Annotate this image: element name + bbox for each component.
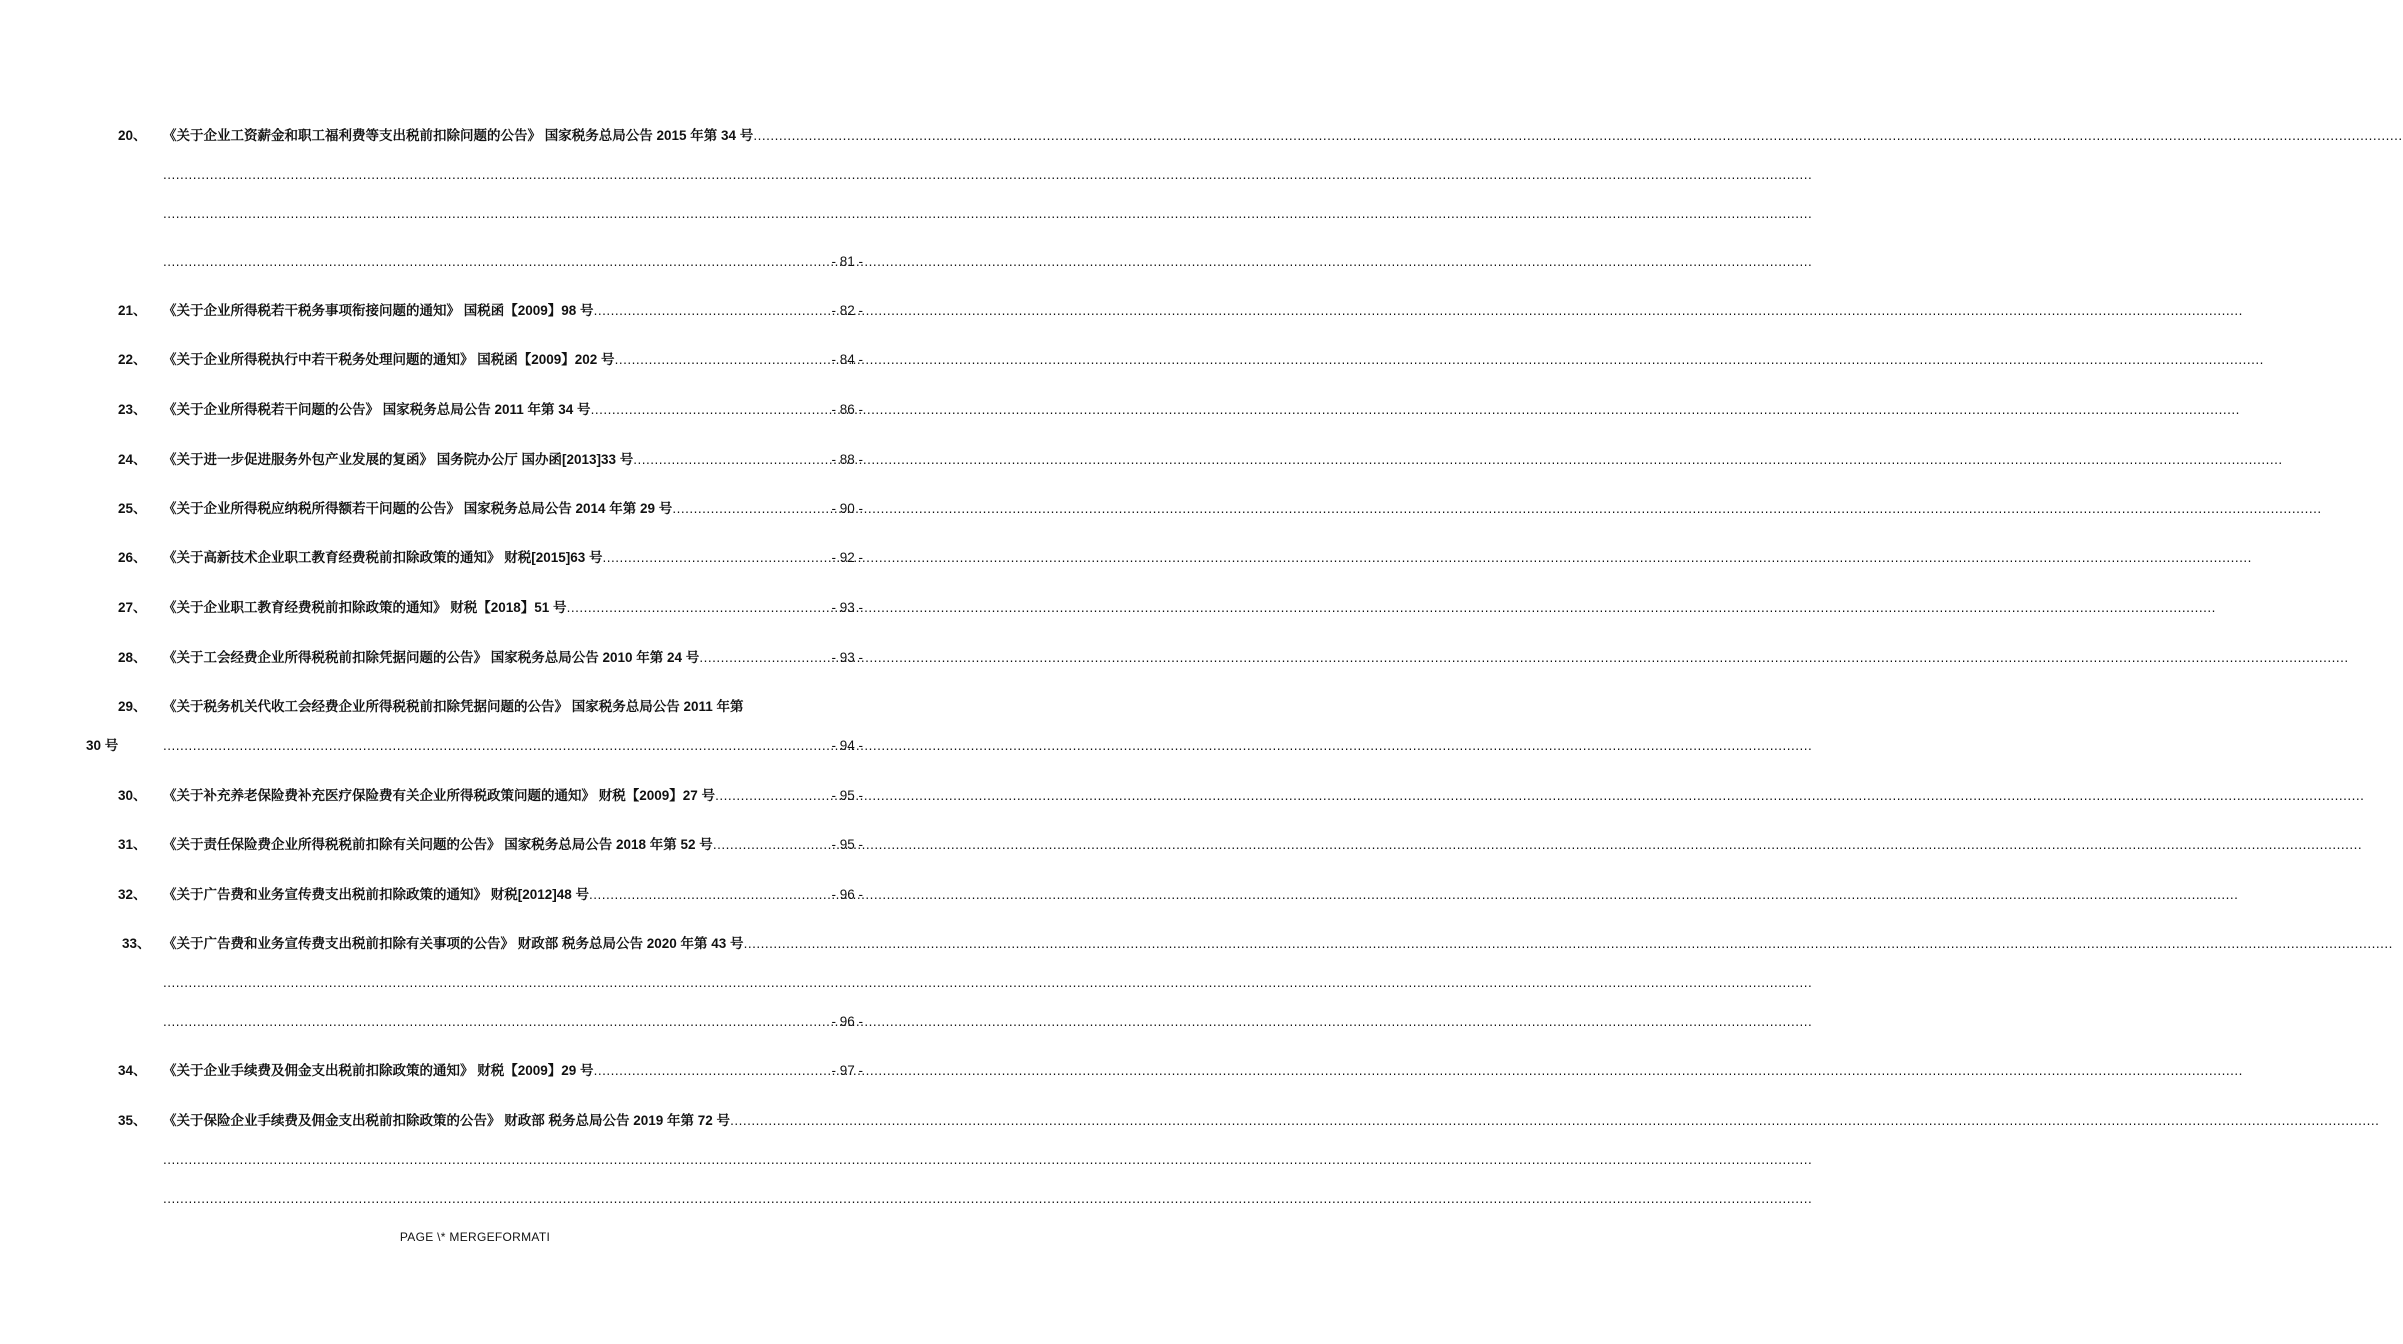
toc-entry-30[interactable] (0, 786, 950, 806)
toc-title: 《关于工会经费企业所得税税前扣除凭据问题的公告》 国家税务总局公告 2010 年第 24 号 (163, 650, 700, 665)
toc-number: 23、 (118, 402, 147, 417)
toc-title: 《关于进一步促进服务外包产业发展的复函》 国务院办公厅 国办函[2013]33 号 (163, 452, 634, 467)
toc-leader-line (0, 252, 950, 272)
toc-page-number: - 94 - (831, 738, 863, 753)
dot-leader (163, 736, 829, 756)
toc-title: 《关于企业所得税执行中若干税务处理问题的通知》 国税函【2009】202 号 (163, 352, 615, 367)
toc-number: 27、 (118, 600, 147, 615)
toc-title: 《关于企业职工教育经费税前扣除政策的通知》 财税【2018】51 号 (163, 600, 567, 615)
toc-number: 29、 (118, 699, 147, 714)
dot-leader (163, 1150, 863, 1170)
toc-page-number: - 84 - (831, 352, 863, 367)
toc-page-number: - 81 - (831, 254, 863, 269)
dot-leader (594, 1061, 830, 1081)
toc-number: 20、 (118, 128, 147, 143)
toc-page-number: - 90 - (831, 501, 863, 516)
toc-page-number: - 86 - (831, 402, 863, 417)
dot-leader (672, 499, 829, 519)
toc-entry-35[interactable] (0, 1111, 950, 1131)
toc-entry-28[interactable] (0, 648, 950, 668)
toc-entry-29-continued[interactable] (0, 736, 950, 756)
toc-entry-23[interactable] (0, 400, 950, 420)
toc-title: 《关于广告费和业务宣传费支出税前扣除政策的通知》 财税[2012]48 号 (163, 887, 590, 902)
toc-leader-line (0, 165, 950, 185)
toc-number: 32、 (118, 887, 147, 902)
toc-title: 《关于广告费和业务宣传费支出税前扣除有关事项的公告》 财政部 税务总局公告 2020 年第 43 号 (163, 936, 744, 951)
toc-title: 《关于补充养老保险费补充医疗保险费有关企业所得税政策问题的通知》 财税【2009】27 号 (163, 788, 716, 803)
dot-leader (163, 1012, 829, 1032)
dot-leader (567, 598, 830, 618)
toc-title: 《关于税务机关代收工会经费企业所得税税前扣除凭据问题的公告》 国家税务总局公告 2011 年第 (163, 699, 744, 714)
toc-leader-line (0, 973, 950, 993)
toc-leader-line (0, 1189, 950, 1209)
toc-number: 21、 (118, 303, 147, 318)
toc-entry-32[interactable] (0, 885, 950, 905)
toc-page-number: - 95 - (831, 788, 863, 803)
dot-leader (591, 400, 830, 420)
toc-number: 33、 (122, 936, 151, 951)
toc-leader-line (0, 1150, 950, 1170)
dot-leader (163, 973, 863, 993)
toc-entry-21[interactable] (0, 301, 950, 321)
toc-page-number: - 93 - (831, 650, 863, 665)
dot-leader (594, 301, 830, 321)
dot-leader (163, 252, 829, 272)
toc-number: 24、 (118, 452, 147, 467)
toc-title: 《关于企业工资薪金和职工福利费等支出税前扣除问题的公告》 国家税务总局公告 2015 年第 34 号 (163, 128, 754, 143)
dot-leader (163, 165, 863, 185)
toc-title: 《关于高新技术企业职工教育经费税前扣除政策的通知》 财税[2015]63 号 (163, 550, 603, 565)
dot-leader (730, 1111, 863, 1131)
toc-entry-25[interactable] (0, 499, 950, 519)
toc-entry-27[interactable] (0, 598, 950, 618)
toc-entry-20[interactable] (0, 126, 950, 146)
toc-number: 31、 (118, 837, 147, 852)
dot-leader (744, 934, 863, 954)
dot-leader (633, 450, 829, 470)
toc-title: 《关于责任保险费企业所得税税前扣除有关问题的公告》 国家税务总局公告 2018 年第 52 号 (163, 837, 713, 852)
toc-title: 《关于企业手续费及佣金支出税前扣除政策的通知》 财税【2009】29 号 (163, 1063, 594, 1078)
toc-entry-34[interactable] (0, 1061, 950, 1081)
toc-page-number: - 92 - (831, 550, 863, 565)
toc-page-number: - 96 - (831, 887, 863, 902)
dot-leader (603, 548, 830, 568)
toc-page-number: - 88 - (831, 452, 863, 467)
toc-page-number: - 96 - (831, 1014, 863, 1029)
toc-entry-24[interactable] (0, 450, 950, 470)
toc-title: 《关于企业所得税应纳税所得额若干问题的公告》 国家税务总局公告 2014 年第 29 号 (163, 501, 673, 516)
dot-leader (715, 786, 829, 806)
dot-leader (163, 204, 863, 224)
toc-number: 25、 (118, 501, 147, 516)
toc-entry-22[interactable] (0, 350, 950, 370)
toc-page-number: - 95 - (831, 837, 863, 852)
toc-number: 22、 (118, 352, 147, 367)
toc-title-continued: 30 号 (86, 738, 119, 753)
toc-leader-line (0, 204, 950, 224)
toc-entry-31[interactable] (0, 835, 950, 855)
dot-leader (615, 350, 830, 370)
toc-entry-29[interactable] (0, 697, 950, 717)
toc-number: 30、 (118, 788, 147, 803)
toc-title: 《关于企业所得税若干税务事项衔接问题的通知》 国税函【2009】98 号 (163, 303, 594, 318)
toc-page-number: - 97 - (831, 1063, 863, 1078)
toc-title: 《关于企业所得税若干问题的公告》 国家税务总局公告 2011 年第 34 号 (163, 402, 591, 417)
toc-leader-line (0, 1012, 950, 1032)
toc-number: 34、 (118, 1063, 147, 1078)
toc-number: 26、 (118, 550, 147, 565)
toc-title: 《关于保险企业手续费及佣金支出税前扣除政策的公告》 财政部 税务总局公告 2019 年第 72 号 (163, 1113, 731, 1128)
toc-entry-26[interactable] (0, 548, 950, 568)
page-footer-field-code: PAGE \* MERGEFORMATI (399, 1230, 551, 1244)
toc-number: 35、 (118, 1113, 147, 1128)
toc-entry-33[interactable] (0, 934, 950, 954)
dot-leader (713, 835, 830, 855)
dot-leader (589, 885, 829, 905)
dot-leader (699, 648, 829, 668)
dot-leader (163, 1189, 863, 1209)
toc-page-number: - 93 - (831, 600, 863, 615)
toc-number: 28、 (118, 650, 147, 665)
dot-leader (753, 126, 863, 146)
toc-page-number: - 82 - (831, 303, 863, 318)
